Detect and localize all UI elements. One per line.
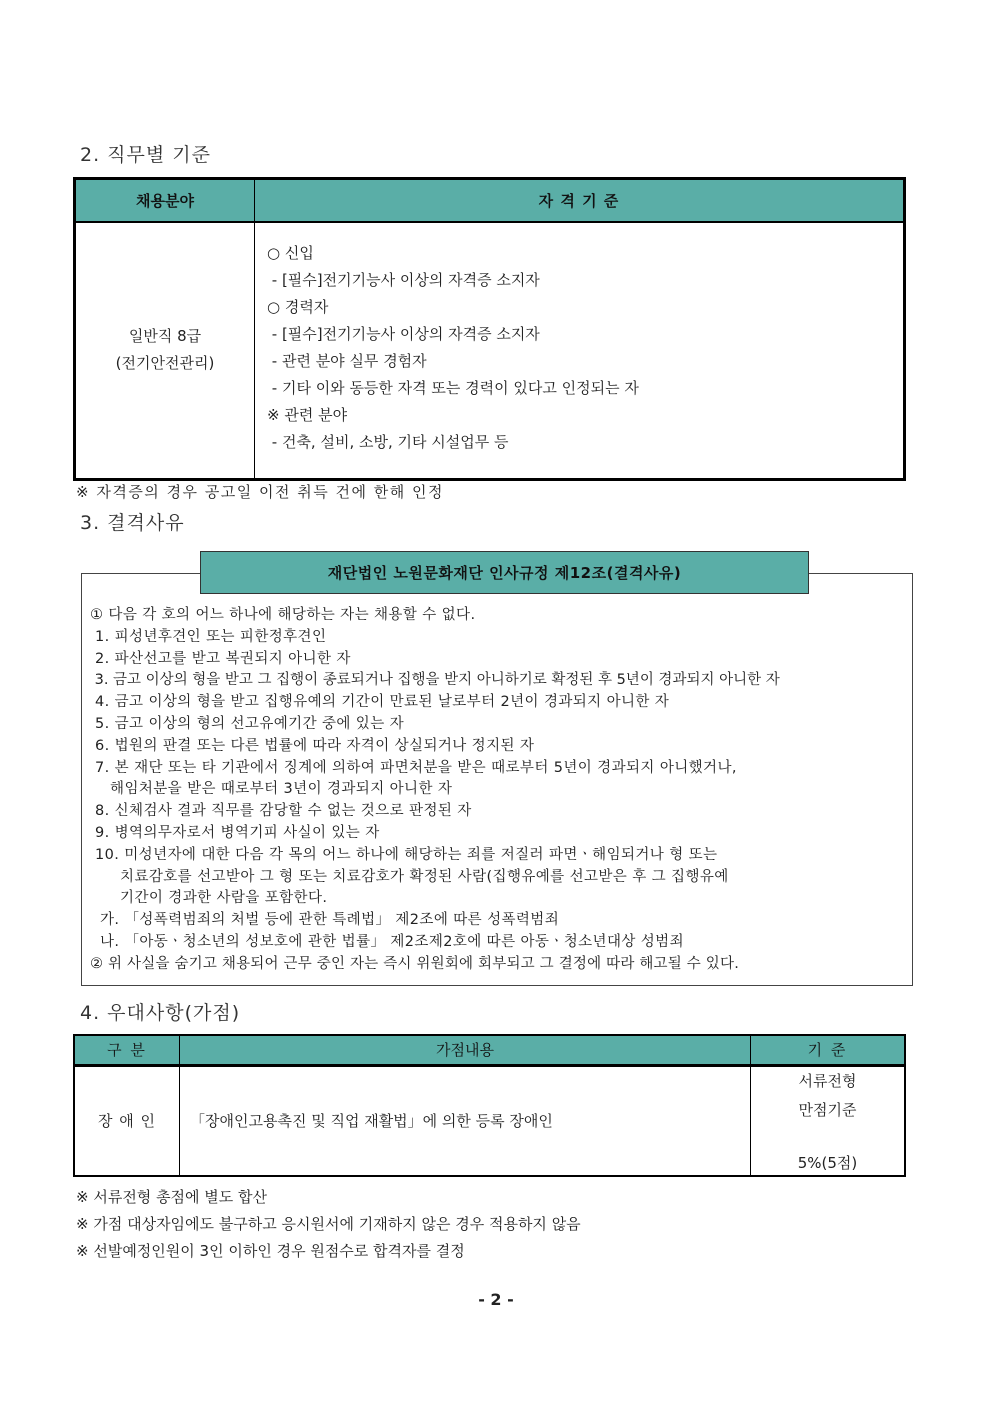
field-subname: (전기안전관리) <box>115 354 215 373</box>
criteria-line: - 관련 분야 실무 경험자 <box>267 351 427 370</box>
standard-cell <box>751 1065 906 1176</box>
list-item: 6. 법원의 판결 또는 다른 법률에 따라 자격이 상실되거나 정지된 자 <box>90 737 535 754</box>
disqualification-list <box>90 605 908 976</box>
criteria-line: - 건축, 설비, 소방, 기타 시설업무 등 <box>267 432 509 451</box>
col-header-field: 채용분야 <box>75 179 255 222</box>
criteria-line: - [필수]전기기능사 이상의 자격증 소지자 <box>267 324 540 343</box>
list-item: 기간이 경과한 사람을 포함한다. <box>90 890 328 907</box>
list-item: 나. 「아동ㆍ청소년의 성보호에 관한 법률」 제2조제2호에 따른 아동ㆍ청소년대상 성범죄 <box>90 933 684 950</box>
col-header-content: 가점내용 <box>180 1035 751 1065</box>
page-number: - 2 - <box>478 1290 514 1309</box>
list-item: 7. 본 재단 또는 타 기관에서 징계에 의하여 파면처분을 받은 때로부터 5년이 경과되지 아니했거나, <box>90 759 737 776</box>
preference-note: ※ 선발예정인원이 3인 이하인 경우 원점수로 합격자를 결정 <box>76 1242 465 1260</box>
certificate-note: ※ 자격증의 경우 공고일 이전 취득 건에 한해 인정 <box>76 483 445 501</box>
standard-line: 만점기준 <box>798 1100 857 1119</box>
col-header-category: 구 분 <box>74 1035 180 1065</box>
list-item: 치료감호를 선고받아 그 형 또는 치료감호가 확정된 사람(집행유예를 선고받은 후 그 집행유예 <box>90 868 729 885</box>
list-item: 8. 신체검사 결과 직무를 감당할 수 없는 것으로 판정된 자 <box>90 803 472 820</box>
qualification-table <box>73 177 906 481</box>
criteria-line: ○ 신입 <box>267 243 314 262</box>
criteria-cell <box>255 222 905 480</box>
preference-note: ※ 서류전형 총점에 별도 합산 <box>76 1188 268 1206</box>
list-item: 4. 금고 이상의 형을 받고 집행유예의 기간이 만료된 날로부터 2년이 경과되지 아니한 자 <box>90 694 670 711</box>
category-cell: 장 애 인 <box>74 1065 180 1176</box>
list-item: 가. 「성폭력범죄의 처벌 등에 관한 특례법」 제2조에 따른 성폭력범죄 <box>90 912 560 929</box>
standard-line: 서류전형 <box>798 1071 857 1090</box>
preference-table <box>73 1034 906 1177</box>
preference-note: ※ 가점 대상자임에도 불구하고 응시원서에 기재하지 않은 경우 적용하지 않음 <box>76 1215 581 1233</box>
list-item: 2. 파산선고를 받고 복권되지 아니한 자 <box>90 650 351 667</box>
list-item: 9. 병역의무자로서 병역기피 사실이 있는 자 <box>90 824 380 841</box>
list-item: 10. 미성년자에 대한 다음 각 목의 어느 하나에 해당하는 죄를 저질러 파면ㆍ해임되거나 형 또는 <box>90 846 718 863</box>
list-item: ① 다음 각 호의 어느 하나에 해당하는 자는 채용할 수 없다. <box>90 607 476 623</box>
criteria-line: ※ 관련 분야 <box>267 405 348 424</box>
list-item: 5. 금고 이상의 형의 선고유예기간 중에 있는 자 <box>90 715 405 732</box>
criteria-line: - 기타 이와 동등한 자격 또는 경력이 있다고 인정되는 자 <box>267 378 639 397</box>
list-item: 1. 피성년후견인 또는 피한정후견인 <box>90 628 327 645</box>
criteria-line: - [필수]전기기능사 이상의 자격증 소지자 <box>267 270 540 289</box>
section2-heading: 2. 직무별 기준 <box>80 144 211 166</box>
section4-heading: 4. 우대사항(가점) <box>80 1002 241 1024</box>
list-item: ② 위 사실을 숨기고 채용되어 근무 중인 자는 즉시 위원회에 회부되고 그 결정에 따라 해고될 수 있다. <box>90 955 740 972</box>
regulation-title: 재단법인 노원문화재단 인사규정 제12조(결격사유) <box>200 551 809 594</box>
field-name: 일반직 8급 <box>128 327 202 346</box>
section3-heading: 3. 결격사유 <box>80 512 185 534</box>
preference-notes <box>76 1186 581 1267</box>
standard-line: 5%(5점) <box>797 1153 858 1172</box>
col-header-standard: 기 준 <box>751 1035 906 1065</box>
list-item: 3. 금고 이상의 형을 받고 그 집행이 종료되거나 집행을 받지 아니하기로 확정된 후 5년이 경과되지 아니한 자 <box>90 672 780 689</box>
list-item: 해임처분을 받은 때로부터 3년이 경과되지 아니한 자 <box>90 781 453 798</box>
col-header-criteria: 자 격 기 준 <box>255 179 905 222</box>
field-cell <box>75 222 255 480</box>
criteria-line: ○ 경력자 <box>267 297 329 316</box>
content-cell: 「장애인고용촉진 및 직업 재활법」에 의한 등록 장애인 <box>180 1065 751 1176</box>
